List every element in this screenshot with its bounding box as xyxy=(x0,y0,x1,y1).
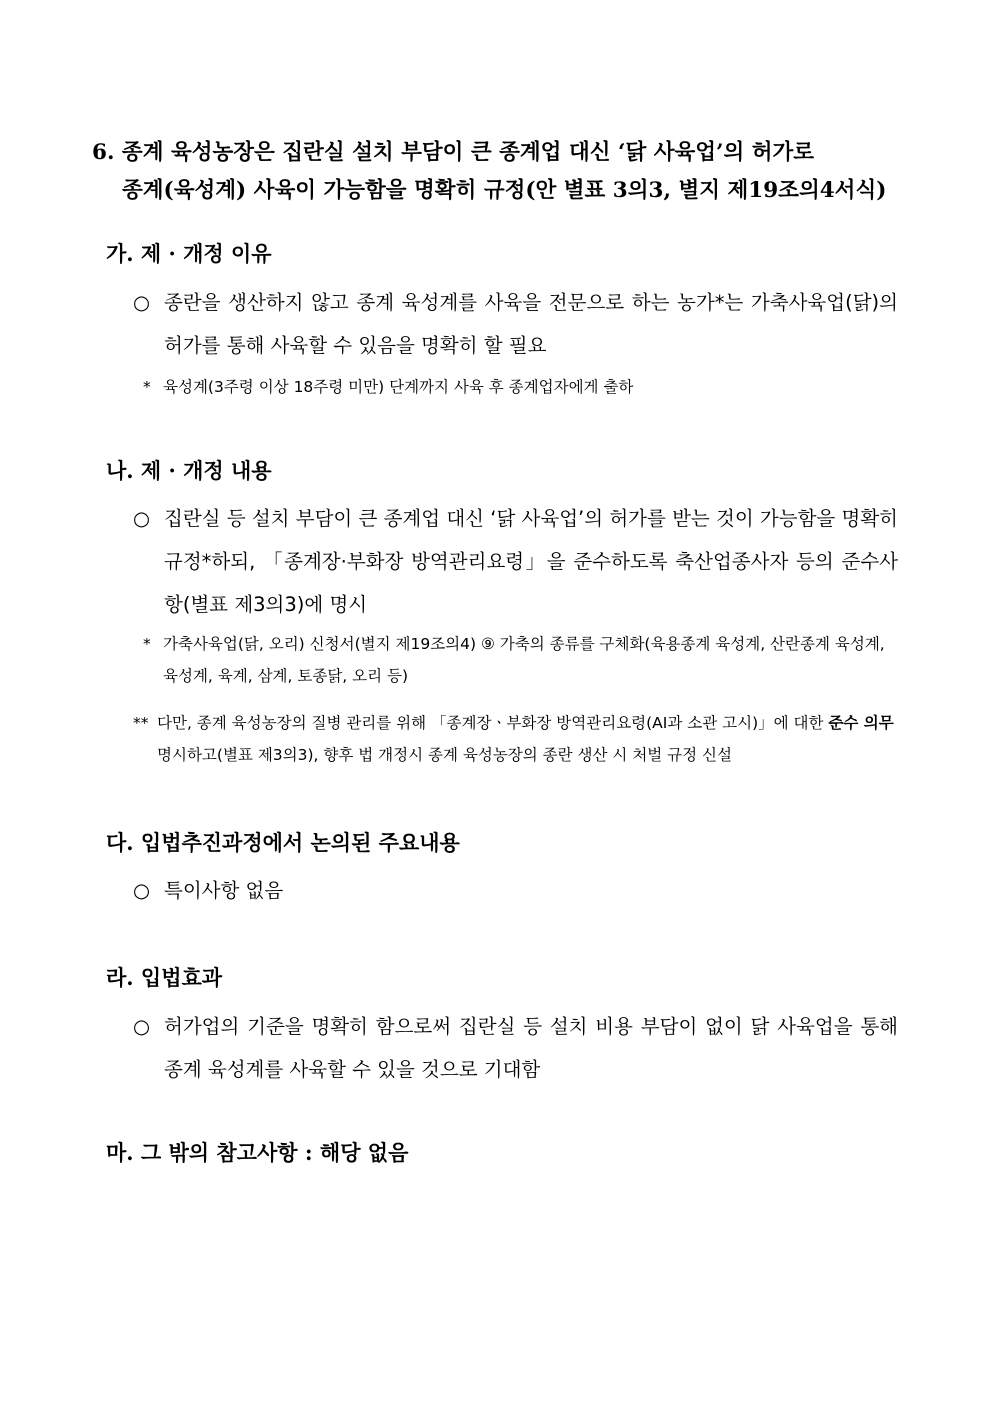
section-na-note-1 xyxy=(143,628,903,692)
section-ra-title: 라. 입법효과 xyxy=(106,965,223,990)
item-6-heading-line1: 6. 종계 육성농장은 집란실 설치 부담이 큰 종계업 대신 ‘닭 사육업’의 허가로 xyxy=(92,140,815,165)
section-na-note-2-bold: 준수 의무 xyxy=(828,714,894,732)
section-ga-title: 가. 제 · 개정 이유 xyxy=(106,241,272,266)
section-na-bullet-text: 집란실 등 설치 부담이 큰 종계업 대신 ‘닭 사육업’의 허가를 받는 것이 가능함을 명확히 규정*하되, 「종계장·부화장 방역관리요령」을 준수하도록 축산업종사자 등의 준수사항(별표 제3의3)에 명시 xyxy=(164,507,898,616)
circle-bullet-icon: ○ xyxy=(133,291,151,314)
section-ga-bullet xyxy=(133,281,898,367)
section-da-bullet-text: 특이사항 없음 xyxy=(164,879,284,902)
section-na-note-2 xyxy=(133,707,903,771)
section-ga-note-text: 육성계(3주령 이상 18주령 미만) 단계까지 사육 후 종계업자에게 출하 xyxy=(163,378,634,396)
circle-bullet-icon: ○ xyxy=(133,879,151,902)
item-6-heading-line2: 종계(육성계) 사육이 가능함을 명확히 규정(안 별표 3의3, 별지 제19조의4서식) xyxy=(122,178,887,203)
circle-bullet-icon: ○ xyxy=(133,1015,151,1038)
section-ma-title: 마. 그 밖의 참고사항 : 해당 없음 xyxy=(106,1140,409,1165)
section-na-note-1-text: 가축사육업(닭, 오리) 신청서(별지 제19조의4) ⑨ 가축의 종류를 구체화(육용종계 육성계, 산란종계 육성계, 육성계, 육계, 삼계, 토종닭, 오리 등) xyxy=(163,635,885,685)
asterisk-marker: * xyxy=(143,635,151,653)
section-na-note-2-text-a: 다만, 종계 육성농장의 질병 관리를 위해 「종계장ㆍ부화장 방역관리요령(AI과 소관 고시)」에 대한 xyxy=(157,714,824,732)
section-ga-bullet-text: 종란을 생산하지 않고 종계 육성계를 사육을 전문으로 하는 농가*는 가축사육업(닭)의 허가를 통해 사육할 수 있음을 명확히 할 필요 xyxy=(164,291,898,357)
section-na-note-2-text xyxy=(157,707,903,771)
section-ga-note xyxy=(143,371,903,403)
item-6-heading xyxy=(92,134,902,210)
section-ra-bullet-text: 허가업의 기준을 명확히 함으로써 집란실 등 설치 비용 부담이 없이 닭 사육업을 통해 종계 육성계를 사육할 수 있을 것으로 기대함 xyxy=(164,1015,898,1081)
circle-bullet-icon: ○ xyxy=(133,507,151,530)
section-da-title: 다. 입법추진과정에서 논의된 주요내용 xyxy=(106,830,460,855)
section-na-title: 나. 제 · 개정 내용 xyxy=(106,458,272,483)
section-na-note-2-text-b: 명시하고(별표 제3의3), 향후 법 개정시 종계 육성농장의 종란 생산 시 처벌 규정 신설 xyxy=(157,746,733,764)
double-asterisk-marker: ** xyxy=(133,714,149,732)
section-na-bullet xyxy=(133,497,898,626)
section-da-bullet xyxy=(133,869,898,912)
section-ra-bullet xyxy=(133,1005,898,1091)
asterisk-marker: * xyxy=(143,378,151,396)
